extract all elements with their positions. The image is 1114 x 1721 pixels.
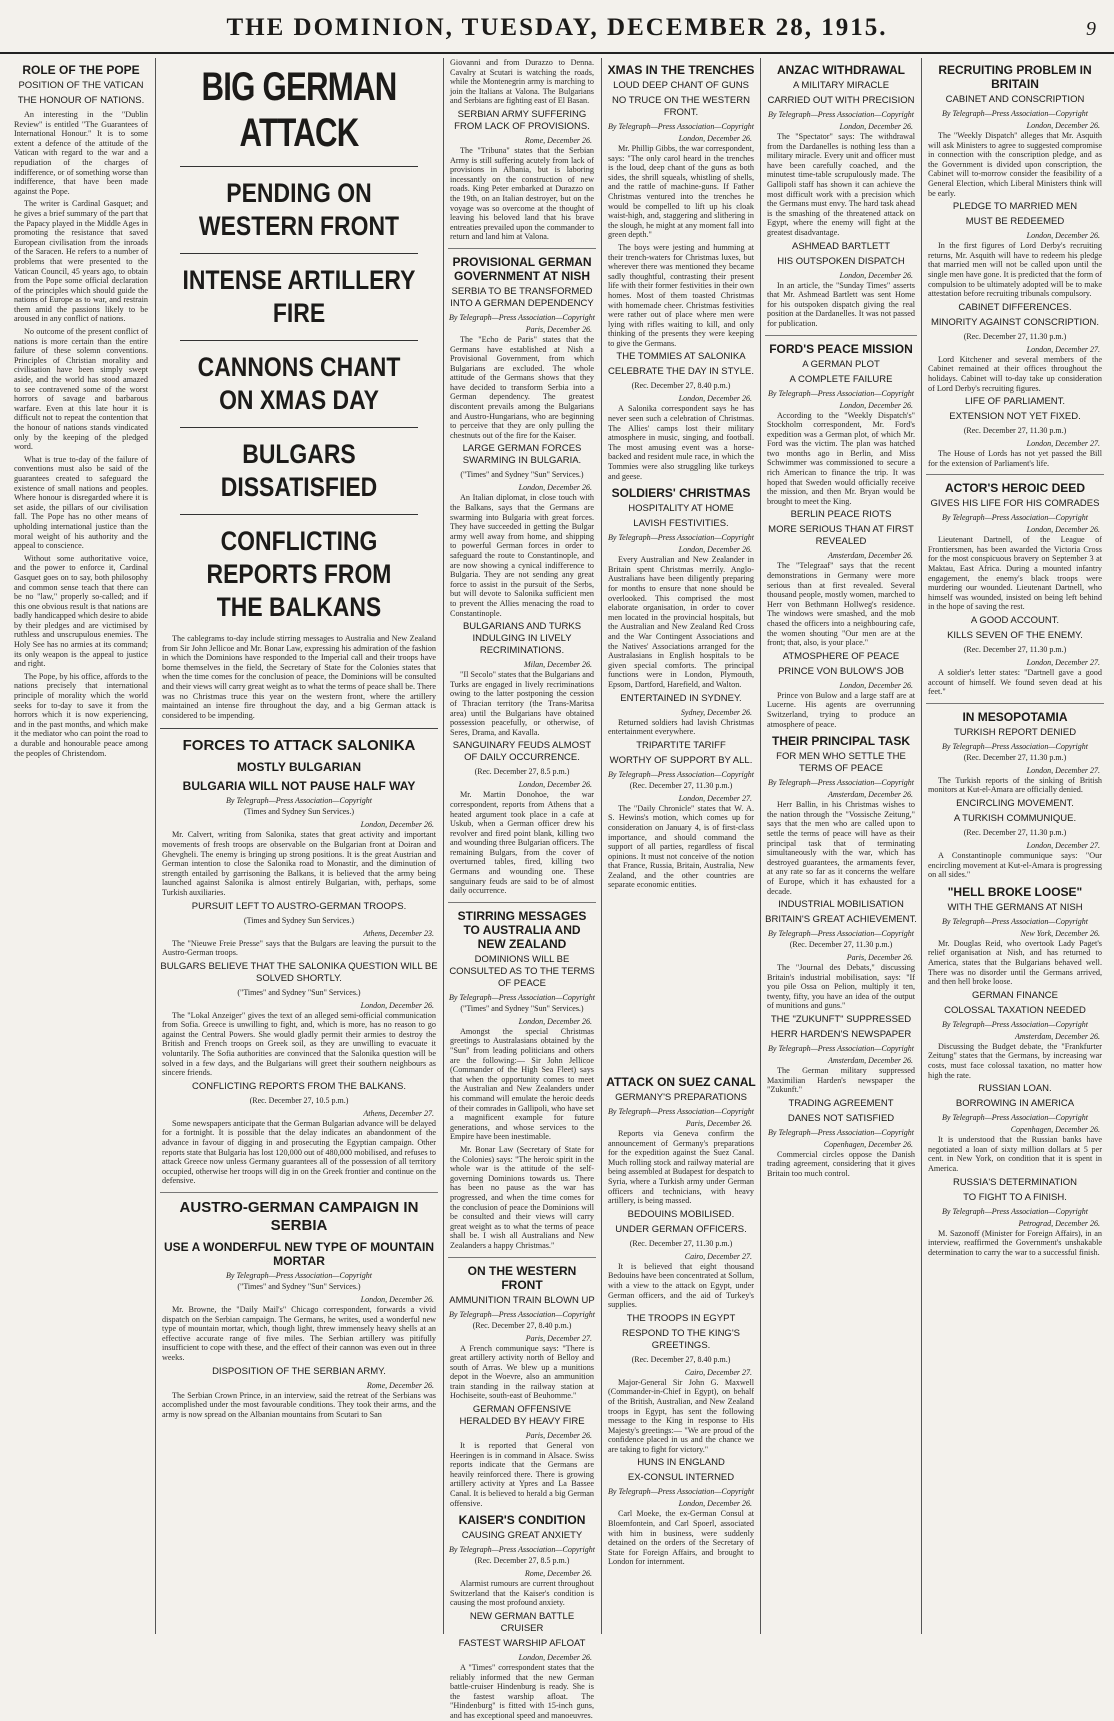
byline: By Telegraph—Press Association—Copyright <box>942 1019 1088 1029</box>
subheadline: GIVES HIS LIFE FOR HIS COMRADES <box>930 498 1100 510</box>
article-paragraph: The cablegrams to-day include stirring messages to Australia and New Zealand from Sir John Jellicoe and Mr. Bonar Law, expressing his admiration of the fashion in which the Dominions have responded to the Imperial call and their troops have borne themselves in the field, the Secretary of State for the Colonies states that when the time comes for the conclusion of peace, the Dominions will be consulted and their views will carry great weight as to what the terms of peace shall be. There was no Christmas truce this year on the western front, where the artillery maintained an intense fire throughout the day, and a big German attack is considered to be impending. <box>162 634 436 720</box>
article-paragraph: Mr. Bonar Law (Secretary of State for the Colonies) says: "The heroic spirit in the whole war is the attitude of the self-governing Dominions towards us. There has been no pause as the war has progressed, and when the time comes for the conclusion of peace the Dominions will be consulted and their views will carry great weight as to what the terms of peace shall be. I wish all Australians and New Zealanders a happy Christmas." <box>450 1144 594 1250</box>
article-paragraph: Mr. Phillip Gibbs, the war correspondent, says: "The only carol heard in the trenches is the loud, deep chant of the guns as both sides, the shrill squeals, whistling of shells, and the rattle of machine-guns. If Father Christmas ventured into the trenches he would be compelled to lift up his cloak waist-high, and, staggering and slithering in the slough, he might at any moment fall into green depth." <box>608 144 754 240</box>
byline: By Telegraph—Press Association—Copyright <box>768 388 914 398</box>
dateline: London, December 26. <box>518 780 592 790</box>
article-paragraph: A French communique says: "There is great artillery activity north of Belloy and south of Arras. We blew up a munitions depot in the Woevre, also an ammunition train standing in the railway station at Hochiseite, south-east of Beuhomme." <box>450 1343 594 1401</box>
subheadline: HERR HARDEN'S NEWSPAPER <box>770 1029 912 1041</box>
subheadline: SERBIA TO BE TRANSFORMED INTO A GERMAN DEPENDENCY <box>450 285 594 309</box>
article-paragraph: The boys were jesting and humming at their trench-waters for Christmas luxes, but wherever there was mentioned they became sadly thoughtful, contrasting their present life with their former festivities in their own homes. Most of them toasted Christmas with homemade cheer. Christmas festivities were rather out of place where men were lying with rifles waiting to kill, and only thinking of the presents they were keeping to give the Germans. <box>608 242 754 348</box>
byline: By Telegraph—Press Association—Copyright <box>942 1113 1088 1123</box>
source-line: (Rec. December 27, 8.40 p.m.) <box>631 381 731 391</box>
article-paragraph: Lieutenant Dartnell, of the League of Frontiersmen, has been awarded the Victoria Cross for the most conspicuous bravery on September 3 at Maktau, East Africa. During a mounted infantry engagement, the enemy's black troops were murdering our wounded. Lieutenant Dartnell, who himself was wounded, insisted on being left behind in the hope of saving the rest. <box>928 535 1102 612</box>
article-paragraph: Lord Kitchener and several members of the Cabinet remained at their offices throughout the holidays. Cabinet will to-day take up consideration of Lord Derby's recruiting figures. <box>928 354 1102 393</box>
headline: KAISER'S CONDITION <box>458 1513 586 1528</box>
divider <box>180 340 418 341</box>
article-paragraph: The "Echo de Paris" states that the Germans have established at Nish a Provisional Government, from which Bulgarians are excluded. The whole attitude of the Germans shows that they have decided to transform Serbia into a German dependency. The greatest discontent prevails among the Bulgarians and Austro-Hungarians, who are beginning to perceive that they are only pulling the chestnuts out of the fire for the Kaiser. <box>450 334 594 440</box>
byline: By Telegraph—Press Association—Copyright <box>942 916 1088 926</box>
headline: SOLDIERS' CHRISTMAS <box>611 486 751 501</box>
byline: By Telegraph—Press Association—Copyright <box>608 769 754 779</box>
source-line: ("Times" and Sydney "Sun" Services.) <box>237 987 361 997</box>
dateline: London, December 26. <box>678 134 752 143</box>
source-line: (Rec. December 27, 11.30 p.m.) <box>963 828 1067 837</box>
subheadline: A TURKISH COMMUNIQUE. <box>953 813 1077 824</box>
dateline: Amsterdam, December 26. <box>827 551 913 561</box>
article-paragraph: Some newspapers anticipate that the German Bulgarian advance will be delayed for a fortnight. It is possible that the delay indicates an abandonment of the advance in favour of digging in and prosecuting the Egyptian campaign. Other reports state that Bulgaria has lost 120,000 out of 480,000 mobilised, and refuses to attack Greece now unless Germany guarantees all of the possession of all territory occupied, otherwise her troops will dig in on the Greek frontier and continue on the defensive. <box>162 1118 436 1186</box>
dateline: Rome, December 26. <box>524 135 592 145</box>
byline: By Telegraph—Press Association—Copyright <box>608 122 754 131</box>
subheadline: LARGE GERMAN FORCES SWARMING IN BULGARIA. <box>462 443 582 467</box>
source-line: (Times and Sydney Sun Services.) <box>243 915 355 925</box>
headline: INTENSE ARTILLERY FIRE <box>182 265 416 328</box>
headline: ROLE OF THE POPE <box>22 63 140 77</box>
headline: PENDING ON WESTERN FRONT <box>198 178 400 241</box>
divider <box>160 728 438 729</box>
article-paragraph: Commercial circles oppose the Danish trading agreement, considering that it gives Britain too much control. <box>767 1149 915 1179</box>
dateline: Paris, December 26. <box>525 1431 592 1441</box>
subheadline: CABINET DIFFERENCES. <box>958 301 1072 313</box>
dateline: London, December 27. <box>678 793 752 803</box>
dateline: New York, December 26. <box>1020 928 1100 938</box>
subheadline: DISPOSITION OF THE SERBIAN ARMY. <box>212 1365 386 1377</box>
subheadline: MUST BE REDEEMED <box>965 216 1065 228</box>
subheadline: ASHMEAD BARTLETT <box>791 240 890 252</box>
dateline: London, December 26. <box>1026 121 1100 130</box>
byline: By Telegraph—Press Association—Copyright <box>768 1044 914 1054</box>
source-line: (Rec. December 27, 11.30 p.m.) <box>629 780 733 790</box>
article-paragraph: Mr. Martin Donohoe, the war correspondent, reports from Athens that a heated argument took place in a cafe at Uskub, when a German officer drew his revolver and fired point blank, killing two and wounding three Bulgarian officers. The remaining Bulgars, from the cover of overturned tables, fired, killing two Germans and wounding one. These sanguinary feuds are said to be of almost daily occurrence. <box>450 790 594 896</box>
dateline: Petrograd, December 26. <box>1018 1218 1100 1228</box>
column-rule <box>155 58 156 1634</box>
article-paragraph: An Italian diplomat, in close touch with the Balkans, says that the Germans are swarming into Bulgaria with great forces. They have succeeded in getting the Bulgar army well away from home, and shipping to powerful German forces in order to safeguard the route to Constantinople, and are now showing a cynical indifference to Bulgaria. They are not sending any great force to assist in the pursuit of the Serbs, but will devote to Salonika sufficient men to prevent the Allies menacing the road to Constantinople. <box>450 493 594 618</box>
column-suez <box>606 1070 756 1634</box>
article-paragraph: In an article, the "Sunday Times" asserts that Mr. Ashmead Bartlett was sent Home for his outspoken dispatch giving the real position at the Dardanelles. It was not passed for publication. <box>767 280 915 328</box>
article-paragraph: The "Lokal Anzeiger" gives the text of an alleged semi-official communication from Sofia. Greece is unwilling to fight, and, which is more, has no reason to go against the Central Powers. She would gladly permit their armies to destroy the British and French troops on Greek soil, as they are unwilling to evacuate it voluntarily. The Sofia authorities are convinced that the Salonika question will be solved in a few days, and the Bulgarians will greet their southern neighbours as sincere friends. <box>162 1010 436 1078</box>
source-line: (Rec. December 27, 8.40 p.m.) <box>472 1320 572 1330</box>
headline: BULGARS DISSATISFIED <box>220 439 378 502</box>
headline: PROVISIONAL GERMAN GOVERNMENT AT NISH <box>452 254 592 283</box>
subheadline: POSITION OF THE VATICAN <box>18 80 144 91</box>
article-paragraph: In the first figures of Lord Derby's recruiting returns, Mr. Asquith will have to redeem his pledge that married men will not be called upon until the single men have gone. It is predicted that the form of compulsion to be ultimately adopted will be to make attestation before recruiting tribunals compulsory. <box>928 241 1102 299</box>
dateline: Copenhagen, December 26. <box>823 1139 913 1149</box>
subheadline: DOMINIONS WILL BE CONSULTED AS TO THE TERMS OF PEACE <box>449 953 595 989</box>
dateline: Cairo, December 27. <box>684 1367 752 1377</box>
subheadline: RUSSIA'S DETERMINATION <box>952 1176 1078 1188</box>
subheadline: UNDER GERMAN OFFICERS. <box>615 1223 747 1235</box>
article-paragraph: The "Journal des Debats," discussing Britain's industrial mobilisation, says: "If you pile Ossa on Pelion, multiply it ten, twenty, fifty, you have an idea of the output of munitions and guns." <box>767 963 915 1011</box>
subheadline: WITH THE GERMANS AT NISH <box>947 901 1083 913</box>
byline: By Telegraph—Press Association—Copyright <box>942 741 1088 751</box>
headline: STIRRING MESSAGES TO AUSTRALIA AND NEW ZEALAND <box>457 908 587 951</box>
article-paragraph: The German military suppressed Maximilian Harden's newspaper the "Zukunft." <box>767 1066 915 1095</box>
source-line: (Rec. December 27, 11.30 p.m.) <box>629 1238 733 1248</box>
subheadline: MOSTLY BULGARIAN <box>236 760 361 775</box>
article-paragraph: Major-General Sir John G. Maxwell (Commander-in-Chief in Egypt), on behalf of the British, Australian, and New Zealand troops in Egypt, has sent the following message to the King in response to His Majesty's greetings:— "We are proud of the confidence placed in us and the chance we are taking to fight for victory." <box>608 1377 754 1454</box>
subheadline: THE TROOPS IN EGYPT <box>626 1312 736 1324</box>
article-paragraph: It is reported that General von Heeringen is in command in Alsace. Swiss reports indicate that the Germans are heavily reinforced there. There is growing artillery activity at Ypres and La Bassee Canal. It is believed to herald a big German offensive. <box>450 1441 594 1508</box>
article-paragraph: What is true to-day of the failure of conventions must also be said of the guarantees created to safeguard the existence of small nations and peoples. Where honour is disregarded where it is set aside, the pillars of our civilisation fall. The Pope has no other means of upholding international justice than the moral weight of his authority and the appeal to conscience. <box>14 454 148 551</box>
article-paragraph: According to the "Weekly Dispatch's" Stockholm correspondent, Mr. Ford's expedition was a German plot, of which Mr. Ford was the victim. The plan was hatched two months ago in Berlin, and Miss Schwimmer was commissioned to secure a rich American to finance the trip. It was hoped that Sweden would officially receive the mission, and then Mr. Bryan would be brought to meet the King. <box>767 410 915 506</box>
subheadline: ENCIRCLING MOVEMENT. <box>956 798 1074 809</box>
headline: AUSTRO-GERMAN CAMPAIGN IN SERBIA <box>179 1199 419 1234</box>
dateline: Amsterdam, December 26. <box>827 1056 913 1066</box>
article-paragraph: The writer is Cardinal Gasquet; and he gives a brief summary of the part that the Papacy played in the Middle Ages in promoting the resistance that saved European civilisation from the inroads of the Saracen. He refers to a number of problems that were presented to the Vatican Council, 45 years ago, to obtain from the Pope some official declaration of the principles which should guide the nations of Europe as to war, and restrain them amid the passions likely to be aroused in any conflict of nations. <box>14 199 148 324</box>
dateline: London, December 27. <box>1026 439 1100 449</box>
subheadline: BORROWING IN AMERICA <box>955 1098 1075 1110</box>
article-paragraph: The "Daily Chronicle" states that W. A. S. Hewins's motion, which comes up for consideration on January 4, is of first-class importance, and should command the support of all parties, regardless of fiscal opinions. It must not conceive of the notion that France, Russia, Britain, Australia, New Zealand, and the other countries are separate economic entities. <box>608 803 754 890</box>
source-line: ("Times" and Sydney "Sun" Services.) <box>237 1282 361 1291</box>
subheadline: NO TRUCE ON THE WESTERN FRONT. <box>612 95 750 118</box>
column-rule <box>760 58 761 1634</box>
subheadline: A GOOD ACCOUNT. <box>970 615 1060 627</box>
dateline: London, December 26. <box>518 1653 592 1662</box>
headline: IN MESOPOTAMIA <box>962 709 1068 724</box>
subheadline: THE TOMMIES AT SALONIKA <box>616 351 746 363</box>
article-paragraph: The Serbian Crown Prince, in an interview, said the retreat of the Serbians was accomplished under the most favourable conditions. They took their arms, and the army is now spread on the Albanian mountains from Scutari to San <box>162 1390 436 1419</box>
article-paragraph: Returned soldiers had lavish Christmas entertainment everywhere. <box>608 717 754 737</box>
column-lead-story <box>160 58 438 1634</box>
subheadline: THE "ZUKUNFT" SUPPRESSED <box>770 1014 912 1026</box>
byline: By Telegraph—Press Association—Copyright <box>449 1545 595 1555</box>
subheadline: BULGARS BELIEVE THAT THE SALONIKA QUESTION WILL BE SOLVED SHORTLY. <box>160 960 438 984</box>
headline: RECRUITING PROBLEM IN BRITAIN <box>938 63 1092 91</box>
divider <box>448 902 596 903</box>
masthead-title: THE DOMINION, TUESDAY, DECEMBER 28, 1915. <box>226 14 888 41</box>
divider <box>448 1257 596 1258</box>
article-paragraph: The "Telegraaf" says that the recent demonstrations in Germany were more serious than at first revealed. Several thousand people, mostly women, marched to Herr von Bethmann Hollweg's residence. The windows were smashed, and the mob chased the officers into a neighbouring cafe, the women shouting "Our men are at the front; that, also, is your place." <box>767 561 915 648</box>
column-role-of-pope <box>12 58 150 1634</box>
article-paragraph: The "Weekly Dispatch" alleges that Mr. Asquith will ask Ministers to agree to suggested compromise in connection with the conscription pledge, and as the Government is divided upon conscription, the Cabinet will to-morrow consider the feasibility of a General Election, which Liberal Ministers think will be early. <box>928 131 1102 198</box>
subheadline: NEW GERMAN BATTLE CRUISER <box>469 1611 575 1634</box>
byline: By Telegraph—Press Association—Copyright <box>768 110 914 119</box>
subheadline: A GERMAN PLOT <box>802 358 880 370</box>
subheadline: PRINCE VON BULOW'S JOB <box>778 665 904 677</box>
subheadline: LIFE OF PARLIAMENT. <box>964 396 1066 408</box>
article-paragraph: M. Sazonoff (Minister for Foreign Affairs), in an interview, reaffirmed the Government's unshakable determination to carry the war to a successful finish. <box>928 1228 1102 1257</box>
dateline: London, December 26. <box>839 680 913 690</box>
source-line: (Rec. December 27, 11.30 p.m.) <box>963 331 1067 341</box>
subheadline: RUSSIAN LOAN. <box>978 1083 1052 1095</box>
subheadline: FOR MEN WHO SETTLE THE TERMS OF PEACE <box>776 751 906 775</box>
source-line: ("Times" and Sydney "Sun" Services.) <box>460 470 584 480</box>
article-paragraph: Discussing the Budget debate, the "Frankfurter Zeitung" states that the Germans, by increasing war costs, must face colossal taxation, no matter how high the rate. <box>928 1041 1102 1080</box>
dateline: London, December 26. <box>518 1016 592 1026</box>
article-paragraph: Every Australian and New Zealander in Britain spent Christmas merrily. Anglo-Australians have been diligently preparing for months to ensure that none should be overlooked. This comprised the most elaborate organisation, in order to cover men located in the provincial hospitals, but the Australian and New Zealand Red Cross and the War Contingent Associations and the Natives' Associations arranged for the Australasians in English hospitals to be given special comforts. The principal functions were in London, Plymouth, Epsom, Dartford, Harefield, and Walton. <box>608 555 754 689</box>
article-paragraph: A Salonika correspondent says he has never seen such a celebration of Christmas. The Allies' camps lost their military atmosphere in music, singing, and football. The most amusing event was a horse-backed and resident mule race, in which the Tommies were also struggling like turkeys and geese. <box>608 404 754 481</box>
divider <box>160 1192 438 1193</box>
article-paragraph: An interesting in the "Dublin Review" is entitled "The Guarantees of International Honour." It is to some extent a defence of the attitude of the Vatican with regard to the war and a repudiation of the charges of indifference, or of something worse than indifference, that have been made against the Pope. <box>14 110 148 196</box>
article-paragraph: No outcome of the present conflict of nations is more certain than the entire failure of these solemn conventions. Principles of Christian morality and civilisation have been simply swept aside, and the world has stood amazed to see contravened some of the worst horrors of savage and barbarous warfare. Even at this late hour it is difficult not to repeat the contention that the honour of nations stands vindicated only by the keeping of the pledged word. <box>14 327 148 452</box>
article-paragraph: Mr. Browne, the "Daily Mail's" Chicago correspondent, forwards a vivid dispatch on the Serbian campaign. The Germans, he writes, used a wonderful new type of mountain mortar, which, though light, threw immensely heavy shells at an effective accurate range of five miles. The Serbian artillery was pitifully insufficient to cope with these, and the effect of their cannon was even out in three weeks. <box>162 1305 436 1362</box>
article-paragraph: "Il Secolo" states that the Bulgarians and Turks are engaged in lively recriminations owing to the latter postponing the cession of Thracian territory (the Trans-Maritsa area) until the Bulgarians have obtained possession peacefully, or otherwise, of Seres, Drama, and Kavalla. <box>450 670 595 737</box>
article-paragraph: Mr. Douglas Reid, who overtook Lady Paget's relief organisation at Nish, and has returned to America, states that the Bulgarians behaved well. There was no disorder until the Germans arrived, and then hell broke loose. <box>928 938 1102 987</box>
dateline: London, December 26. <box>839 400 913 410</box>
dateline: London, December 26. <box>1026 525 1100 535</box>
byline: By Telegraph—Press Association—Copyright <box>226 796 372 806</box>
dateline: London, December 27. <box>1026 765 1100 775</box>
dateline: Rome, December 26. <box>524 1569 592 1579</box>
subheadline: ATMOSPHERE OF PEACE <box>782 650 900 662</box>
dateline: Sydney, December 26. <box>680 707 752 717</box>
dateline: Amsterdam, December 26. <box>1014 1031 1100 1041</box>
dateline: Paris, December 27. <box>525 1333 592 1343</box>
dateline: London, December 26. <box>839 270 913 280</box>
subheadline: PLEDGE TO MARRIED MEN <box>952 201 1078 213</box>
dateline: Paris, December 26. <box>846 953 913 963</box>
dateline: Milan, December 26. <box>524 660 592 670</box>
page-number: 9 <box>1086 18 1096 40</box>
column-xmas-trenches <box>606 58 756 1066</box>
dateline: London, December 26. <box>1026 231 1100 241</box>
article-paragraph: Amongst the special Christmas greetings to Australasians obtained by the "Sun" from leading politicians and others are the following:— Sir John Jellicoe (Commander of the High Sea Fleet) says that when the opportunity comes to meet the Australian and New Zealanders under his command will emulate the heroic deeds of their comrades in Gallipoli, who have set a magnificent example for future generations, and whose services to the Empire have been inestimable. <box>450 1026 594 1142</box>
subheadline: LOUD DEEP CHANT OF GUNS <box>613 80 749 91</box>
headline: ANZAC WITHDRAWAL <box>777 63 905 77</box>
dateline: Amsterdam, December 26. <box>827 790 913 800</box>
source-line: (Rec. December 27, 11.30 p.m.) <box>963 752 1067 762</box>
byline: By Telegraph—Press Association—Copyright <box>942 109 1088 118</box>
article-paragraph: Prince von Bulow and a large staff are at Lucerne. His agents are overrunning Switzerland, trying to produce an atmosphere of peace. <box>767 690 915 729</box>
headline: CONFLICTING REPORTS FROM THE BALKANS <box>206 526 392 622</box>
subheadline: MINORITY AGAINST CONSCRIPTION. <box>930 316 1100 328</box>
column-rule <box>443 58 444 1634</box>
divider <box>180 166 418 167</box>
article-paragraph: It is believed that eight thousand Bedouins have been concentrated at Sollum, with a view to the attack on Egypt, under German officers, and the aid of Turkey's supplies. <box>608 1261 754 1310</box>
article-paragraph: It is understood that the Russian banks have negotiated a loan of sixty million dollars at 5 per cent. in New York, on condition that it is spent in America. <box>928 1135 1102 1173</box>
subheadline: EXTENSION NOT YET FIXED. <box>949 411 1081 423</box>
dateline: London, December 26. <box>839 122 913 131</box>
column-anzac <box>765 58 917 1634</box>
column-rule <box>921 58 922 1634</box>
divider <box>926 474 1104 475</box>
divider <box>180 514 418 515</box>
headline: ON THE WESTERN FRONT <box>467 1263 577 1292</box>
headline: XMAS IN THE TRENCHES <box>607 63 755 77</box>
dateline: Copenhagen, December 26. <box>1010 1125 1100 1135</box>
article-paragraph: The Pope, by his office, affords to the nations precisely that international principle of morality which the world seeks for to-day to save it from the horrors which it is now experiencing, and in the past months, and which make it the mediator who can point the road to a durable and honourable peace among the peoples of Christendom. <box>14 671 148 758</box>
article-paragraph: The House of Lords has not yet passed the Bill for the extension of Parliament's life. <box>928 449 1102 468</box>
subheadline: A MILITARY MIRACLE <box>792 80 890 91</box>
source-line: (Rec. December 27, 10.5 p.m.) <box>249 1095 349 1105</box>
subheadline: TRIPARTITE TARIFF <box>636 739 726 751</box>
divider <box>926 703 1104 704</box>
dateline: London, December 26. <box>360 820 434 830</box>
subheadline: SANGUINARY FEUDS ALMOST OF DAILY OCCURRENCE. <box>452 740 592 764</box>
headline: THEIR PRINCIPAL TASK <box>771 734 910 749</box>
headline: FORD'S PEACE MISSION <box>769 341 913 356</box>
dateline: London, December 26. <box>678 1499 752 1509</box>
subheadline: EX-CONSUL INTERNED <box>627 1472 735 1484</box>
byline: By Telegraph—Press Association—Copyright <box>608 1107 754 1116</box>
article-paragraph: The "Tribuna" states that the Serbian Army is still suffering acutely from lack of provisions in Albania, but is laboring incessantly on the construction of new roads. King Peter embarked at Durazzo on the 19th, on an Italian destroyer, but on the voyage was so overcome at the thought of leaving his beloved land that his brave entreaties prevailed upon the commander to return and land him at Valona. <box>450 145 594 242</box>
byline: By Telegraph—Press Association—Copyright <box>608 1487 754 1497</box>
dateline: London, December 26. <box>678 394 752 404</box>
dateline: Paris, December 26. <box>685 1119 752 1128</box>
divider <box>765 335 917 336</box>
subheadline: HUNS IN ENGLAND <box>637 1457 725 1469</box>
subheadline: TURKISH REPORT DENIED <box>953 726 1077 738</box>
source-line: (Rec. December 27, 11.30 p.m.) <box>789 940 893 950</box>
byline: By Telegraph—Press Association—Copyright <box>226 1271 372 1280</box>
subheadline: AMMUNITION TRAIN BLOWN UP <box>449 1294 595 1306</box>
dateline: London, December 26. <box>678 545 752 555</box>
article-paragraph: Reports via Geneva confirm the announcement of Germany's preparations for the expedition against the Suez Canal. Much rolling stock and railway material are being assembled at Budapest for despatch to Syria, where a Turkish army under German officers and technicians, with heavy artillery, is being massed. <box>608 1129 754 1206</box>
subheadline: CONFLICTING REPORTS FROM THE BALKANS. <box>192 1080 406 1092</box>
subheadline: KILLS SEVEN OF THE ENEMY. <box>947 630 1083 642</box>
byline: By Telegraph—Press Association—Copyright <box>768 929 914 939</box>
subheadline: ENTERTAINED IN SYDNEY. <box>620 692 742 704</box>
article-paragraph: Giovanni and from Durazzo to Denna. Cavalry at Scutari is watching the roads, while the Montenegrin army is marching to join the Italians at Valona. The Bulgarians and Serbians are fighting east of El Basan. <box>450 58 594 106</box>
subheadline: LAVISH FESTIVITIES. <box>633 518 729 530</box>
subheadline: WORTHY OF SUPPORT BY ALL. <box>609 754 753 766</box>
byline: By Telegraph—Press Association—Copyright <box>608 533 754 543</box>
dateline: London, December 26. <box>518 483 592 493</box>
subheadline: SERBIAN ARMY SUFFERING FROM LACK OF PROVISIONS. <box>454 108 590 132</box>
subheadline: INDUSTRIAL MOBILISATION <box>778 899 904 911</box>
subheadline: CELEBRATE THE DAY IN STYLE. <box>607 366 755 378</box>
byline: By Telegraph—Press Association—Copyright <box>449 992 595 1002</box>
article-paragraph: The "Nieuwe Freie Presse" says that the Bulgars are leaving the pursuit to the Austro-German troops. <box>162 938 436 958</box>
byline: By Telegraph—Press Association—Copyright <box>942 513 1088 523</box>
dateline: London, December 27. <box>1026 658 1100 668</box>
subheadline: CAUSING GREAT ANXIETY <box>461 1530 583 1542</box>
dateline: Athens, December 23. <box>363 928 434 938</box>
dateline: Rome, December 26. <box>366 1380 434 1390</box>
headline: FORCES TO ATTACK SALONIKA <box>182 737 416 755</box>
byline: By Telegraph—Press Association—Copyright <box>942 1206 1088 1216</box>
subheadline: BULGARIA WILL NOT PAUSE HALF WAY <box>182 779 416 794</box>
subheadline: TO FIGHT TO A FINISH. <box>963 1191 1067 1203</box>
subheadline: MORE SERIOUS THAN AT FIRST REVEALED <box>768 524 914 548</box>
subheadline: HOSPITALITY AT HOME <box>628 503 734 515</box>
subheadline: TRADING AGREEMENT <box>788 1097 894 1109</box>
byline: By Telegraph—Press Association—Copyright <box>768 778 914 788</box>
source-line: (Rec. December 27, 8.40 p.m.) <box>631 1354 731 1364</box>
dateline: London, December 27. <box>1026 344 1100 354</box>
subheadline: GERMAN OFFENSIVE HERALDED BY HEAVY FIRE <box>459 1404 585 1428</box>
source-line: (Rec. December 27, 8.5 p.m.) <box>474 767 570 777</box>
subheadline: BEDOUINS MOBILISED. <box>627 1208 735 1220</box>
article-paragraph: Alarmist rumours are current throughout Switzerland that the Kaiser's condition is causing the most profound anxiety. <box>450 1579 594 1608</box>
source-line: (Rec. December 27, 11.30 p.m.) <box>963 426 1067 436</box>
divider <box>180 253 418 254</box>
subheadline: THE HONOUR OF NATIONS. <box>17 95 145 106</box>
subheadline: BERLIN PEACE RIOTS <box>790 509 892 521</box>
subheadline: GERMAN FINANCE <box>971 989 1059 1001</box>
article-paragraph: A Constantinople communique says: "Our encircling movement at Kut-el-Amara is progressing on all sides." <box>928 851 1102 880</box>
article-paragraph: A soldier's letter states: "Dartnell gave a good account of himself. We found seven dead at his feet." <box>928 668 1102 697</box>
article-paragraph: The Turkish reports of the sinking of British monitors at Kut-el-Amara are officially denied. <box>928 775 1102 795</box>
dateline: London, December 26. <box>360 1000 434 1010</box>
source-line: (Rec. December 27, 11.30 p.m.) <box>963 645 1067 655</box>
column-balkans <box>448 58 596 1720</box>
article-paragraph: Mr. Calvert, writing from Salonika, states that great activity and important movements of fresh troops are observable on the Bulgarian front at Doiran and Ghevgheli. The enemy is bringing up strong positions. It is the great Austrian and German intention to close the Salonika road to Monastir, and the diminution of strength entailed by garrisoning the Balkans, it is believed that the army being launched against Salonika is almost entirely Bulgarian, with, perhaps, some Turkish auxiliaries. <box>162 830 436 897</box>
subheadline: RESPOND TO THE KING'S GREETINGS. <box>622 1327 740 1351</box>
divider <box>180 427 418 428</box>
subheadline: USE A WONDERFUL NEW TYPE OF MOUNTAIN MORTAR <box>164 1240 434 1268</box>
subheadline: HIS OUTSPOKEN DISPATCH <box>777 255 905 267</box>
dateline: London, December 27. <box>1026 841 1100 850</box>
subheadline: COLOSSAL TAXATION NEEDED <box>944 1004 1086 1016</box>
article-paragraph: Herr Ballin, in his Christmas wishes to the nation through the "Vossische Zeitung," says that the men who are called upon to settle the terms of peace will have as their principal task that of terminating simultaneously with the war, which has destroyed guarantees, the armaments fever, at any rate so far as it concerns the welfare of Europe, which it has exhausted for a decade. <box>767 800 915 896</box>
headline: ATTACK ON SUEZ CANAL <box>606 1075 756 1089</box>
column-rule <box>601 58 602 1634</box>
main-headline: BIG GERMAN ATTACK <box>201 65 397 155</box>
subheadline: GERMANY'S PREPARATIONS <box>615 1092 747 1103</box>
subheadline: PURSUIT LEFT TO AUSTRO-GERMAN TROOPS. <box>191 900 407 912</box>
subheadline: CARRIED OUT WITH PRECISION <box>767 95 915 106</box>
dateline: Athens, December 27. <box>363 1108 434 1118</box>
headline: ACTOR'S HEROIC DEED <box>945 481 1085 496</box>
subheadline: BULGARIANS AND TURKS INDULGING IN LIVELY RECRIMINATIONS. <box>462 621 582 657</box>
article-paragraph: The "Spectator" says: The withdrawal from the Dardanelles is nothing less than a military miracle. Every unit and officer must have been carefully coached, and the minutest time-table scrupulously made. The Gallipoli staff has shown it can achieve the most difficult work with a precision which the Germans must envy. The hard task ahead is the smashing of the threatened attack on Egypt, where the enemy will fight at the greatest disadvantage. <box>767 132 915 237</box>
masthead <box>0 0 1114 54</box>
article-paragraph: Carl Moeke, the ex-German Consul at Bloemfontein, and Carl Spoerl, associated with him in business, were suddenly detained on the orders of the Secretary of State for Foreign Affairs, and brought to London for internment. <box>608 1509 754 1567</box>
byline: By Telegraph—Press Association—Copyright <box>449 312 595 322</box>
dateline: Paris, December 26. <box>525 324 592 334</box>
subheadline: A COMPLETE FAILURE <box>789 373 893 385</box>
headline: CANNONS CHANT ON XMAS DAY <box>197 352 401 415</box>
source-line: (Rec. December 27, 8.5 p.m.) <box>474 1556 570 1566</box>
source-line: ("Times" and Sydney "Sun" Services.) <box>460 1003 584 1013</box>
dateline: Cairo, December 27. <box>684 1251 752 1261</box>
subheadline: FASTEST WARSHIP AFLOAT <box>458 1638 586 1649</box>
subheadline: DANES NOT SATISFIED <box>787 1112 895 1124</box>
subheadline: CABINET AND CONSCRIPTION <box>945 94 1085 105</box>
source-line: (Times and Sydney Sun Services.) <box>243 807 355 817</box>
column-recruiting <box>926 58 1104 1634</box>
dateline: London, December 26. <box>360 1295 434 1304</box>
divider <box>448 248 596 249</box>
headline: "HELL BROKE LOOSE" <box>947 884 1083 899</box>
subheadline: BRITAIN'S GREAT ACHIEVEMENT. <box>765 914 917 926</box>
byline: By Telegraph—Press Association—Copyright <box>449 1309 595 1319</box>
article-paragraph: A "Times" correspondent states that the reliably informed that the new German battle-cruiser Hindenburg is ready. She is the fastest warship afloat. The "Hindenburg" is fitted with 15-inch guns, and has exceptional speed and manoeuvres. <box>450 1663 594 1720</box>
article-paragraph: Without some authoritative voice, and the power to enforce it, Cardinal Gasquet goes on to say, both philosophy and common sense teach that there can be no "law," properly so-called; and if this one obvious result is that nations are badly handicapped which desire to abide by their pledges and are victimised by ruthless and unscrupulous enemies. The Holy See has no armies at its command; its only weapon is the appeal to justice and right. <box>14 553 148 669</box>
byline: By Telegraph—Press Association—Copyright <box>768 1127 914 1137</box>
